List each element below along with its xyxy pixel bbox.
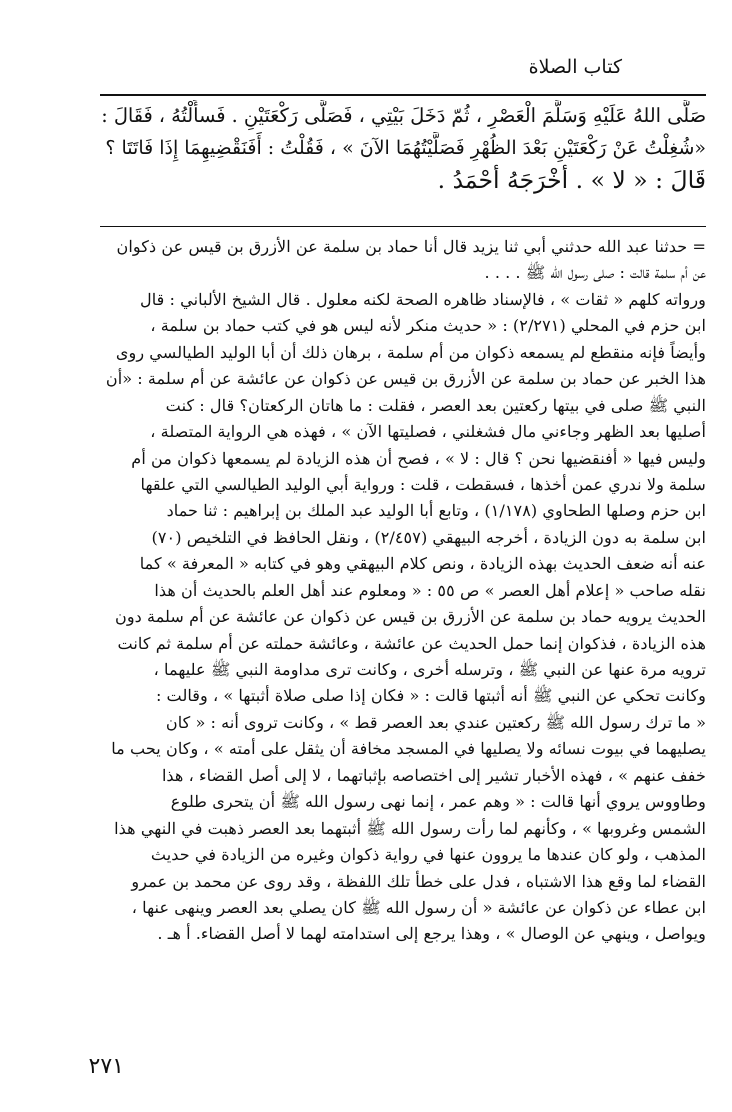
footnote-line: المذهب ، ولو كان عندها ما يروون عنها في رواية ذكوان وغيره من الزيادة في حديث	[150, 845, 706, 865]
footnote-line: ورواته كلهم « ثقات » ، فالإسناد ظاهره الصحة لكنه معلول . قال الشيخ الألباني : قال	[139, 289, 706, 309]
hadith-line: «شُغِلْتُ عَنْ رَكْعَتَيْنِ بَعْدَ الظُهْرِ فَصَلَّيْتُهُمَا الآنَ » ، فَقُلْتُ : أَفَنَقْضِيهِمَا إِذَا فَاتَتَا ؟	[105, 137, 706, 159]
footnote-line: وليس فيها « أفنقضيها نحن ؟ قال : لا » ، فصح أن هذه الزيادة لم يسمعها ذكوان من أم	[131, 448, 706, 468]
footnote-line: هذه الزيادة ، فذكوان إنما حمل الحديث عن عائشة ، وعائشة حملته عن أم سلمة ثم كانت	[117, 633, 706, 653]
footnote-line: عن أم سلمة قالت : صلى رسول الله ﷺ . . . .	[484, 263, 706, 283]
hadith-line: قَالَ : « لا » . أَخْرَجَهُ أَحْمَدُ .	[437, 166, 706, 194]
footnote-line: ابن سلمة به دون الزيادة ، أخرجه البيهقي (٢/٤٥٧) ، ونقل الحافظ في التلخيص (٧٠)	[151, 527, 706, 547]
footnote-line: عنه أنه ضعف الحديث بهذه الزيادة ، ونص كلام البيهقي وهو في كتابه « المعرفة » كما	[139, 554, 706, 574]
footnote-line: ابن حزم وصلها الطحاوي (١/١٧٨) ، وتابع أبا الوليد عبد الملك بن إبراهيم : ثنا حماد	[166, 501, 706, 521]
footnote-line: الشمس وغروبها » ، وكأنهم لما رأت رسول الله ﷺ أثبتهما بعد العصر ذهبت في النهي هذا	[114, 818, 706, 838]
footnote-line: أصليها بعد الظهر وجاءني مال فشغلني ، فصليتها الآن » ، فهذه هي الرواية المتصلة ،	[150, 422, 706, 442]
header-rule	[100, 94, 706, 96]
hadith-line: صَلَّى اللهُ عَلَيْهِ وَسَلَّمَ الْعَصْرِ ، ثُمّ دَخَلَ بَيْتِي ، فَصَلَّى رَكْعَتَيْنِ . فَسأَلْتُهُ ، فَقَالَ :	[101, 104, 706, 127]
footnote-line: النبي ﷺ صلى في بيتها ركعتين بعد العصر ، فقلت : ما هاتان الركعتان؟ قال : كنت	[165, 395, 706, 415]
footnote-line: نقله صاحب « إعلام أهل العصر » ص ٥٥ : « ومعلوم عند أهل العلم بالحديث أن هذا	[154, 580, 706, 600]
running-header-title: كتاب الصلاة	[528, 56, 622, 78]
footnote-line: وكانت تحكي عن النبي ﷺ أنه أثبتها قالت : « فكان إذا صلى صلاة أثبتها » ، وقالت :	[155, 686, 706, 706]
footnote-line: هذا الخبر عن حماد بن سلمة عن الأزرق بن قيس عن ذكوان عن عائشة عن أم سلمة : «أن	[105, 369, 706, 389]
hadith-text	[100, 100, 706, 196]
footnote-line: ابن حزم في المحلي (٢/٢٧١) : « حديث منكر لأنه ليس هو في كتب حماد بن سلمة ،	[150, 316, 706, 336]
footnote-line: ابن عطاء عن ذكوان عن عائشة « أن رسول الله ﷺ كان يصلي بعد العصر وينهى عنها ،	[131, 897, 706, 917]
footnote-text	[100, 234, 706, 948]
page-number: ٢٧١	[88, 1054, 124, 1079]
footnote-line: ويواصل ، وينهي عن الوصال » ، وهذا يرجع إلى استدامته لهما لا أصل القضاء. أ هـ .	[157, 924, 706, 944]
footnote-line: الحديث يرويه حماد بن سلمة عن الأزرق بن قيس عن ذكوان عن عائشة عن أم سلمة دون	[114, 607, 706, 627]
footnote-line: وطاووس يروي أنها قالت : « وهم عمر ، إنما نهى رسول الله ﷺ أن يتحرى طلوع	[170, 792, 706, 812]
footnote-separator	[100, 226, 706, 227]
footnote-line: خفف عنهم » ، فهذه الأخبار تشير إلى اختصاصه بإثباتهما ، لا إلى أصل القضاء ، هذا	[161, 765, 706, 785]
footnote-line: وأيضاً فإنه منقطع لم يسمعه ذكوان من أم سلمة ، برهان ذلك أن أبا الوليد الطيالسي روى	[115, 342, 706, 362]
footnote-line: القضاء لما وقع هذا الاشتباه ، فدل على خطأ تلك اللفظة ، وقد روى عن محمد بن عمرو	[131, 871, 706, 891]
footnote-line: = حدثنا عبد الله حدثني أبي ثنا يزيد قال أنا حماد بن سلمة عن الأزرق بن قيس عن ذكوان	[116, 237, 706, 256]
footnote-line: « ما ترك رسول الله ﷺ ركعتين عندي بعد العصر قط » ، وكانت تروى أنه : « كان	[165, 712, 706, 732]
footnote-line: ترويه مرة عنها عن النبي ﷺ ، وترسله أخرى ، وكانت ترى مداومة النبي ﷺ عليهما ،	[153, 660, 706, 679]
footnote-line: سلمة ولا ندري عمن أخذها ، فسقطت ، قلت : ورواية أبي الوليد الطيالسي التي علقها	[140, 474, 706, 494]
footnote-line: يصليهما في بيوت نسائه ولا يصليها في المسجد مخافة أن يثقل على أمته » ، وكان يحب ما	[111, 739, 706, 759]
